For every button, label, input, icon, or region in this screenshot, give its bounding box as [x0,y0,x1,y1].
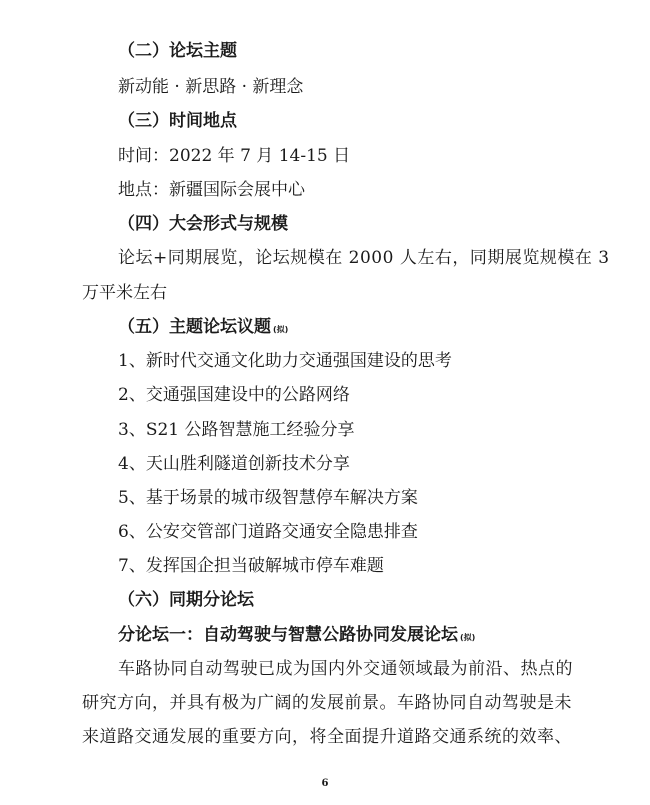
time-place-heading: （三）时间地点 [118,111,237,131]
format-text-line1: 论坛+同期展览，论坛规模在 2000 人左右，同期展览规模在 3 [118,248,610,268]
topic-item: 7、发挥国企担当破解城市停车难题 [118,556,384,576]
place-text: 地点：新疆国际会展中心 [118,180,305,200]
subforum1-title [118,624,475,649]
topic-item: 4、天山胜利隧道创新技术分享 [118,454,350,474]
topic-item: 1、新时代交通文化助力交通强国建设的思考 [118,351,452,371]
topics-tag: (拟) [273,325,289,334]
subforum1-tag: (拟) [460,633,476,642]
format-text-line2: 万平米左右 [82,283,167,303]
subforum1-paragraph-line3: 来道路交通发展的重要方向，将全面提升道路交通系统的效率、 [82,727,572,747]
topic-item: 5、基于场景的城市级智慧停车解决方案 [118,488,418,508]
topic-item: 3、S21 公路智慧施工经验分享 [118,420,355,440]
subforum-heading: （六）同期分论坛 [118,590,254,610]
time-text: 时间：2022 年 7 月 14-15 日 [118,146,351,166]
page-number: 6 [321,778,329,789]
format-heading: （四）大会形式与规模 [118,214,288,234]
topics-heading-text: （五）主题论坛议题 [118,317,271,337]
forum-theme-text: 新动能 · 新思路 · 新理念 [118,77,304,97]
topic-item: 6、公安交管部门道路交通安全隐患排查 [118,522,418,542]
subforum1-title-text: 分论坛一：自动驾驶与智慧公路协同发展论坛 [118,625,458,645]
topics-heading [118,316,288,341]
subforum1-paragraph-line2: 研究方向，并具有极为广阔的发展前景。车路协同自动驾驶是未 [82,693,572,713]
forum-theme-heading: （二）论坛主题 [118,41,237,61]
subforum1-paragraph-line1: 车路协同自动驾驶已成为国内外交通领域最为前沿、热点的 [118,659,573,679]
topic-item: 2、交通强国建设中的公路网络 [118,385,350,405]
